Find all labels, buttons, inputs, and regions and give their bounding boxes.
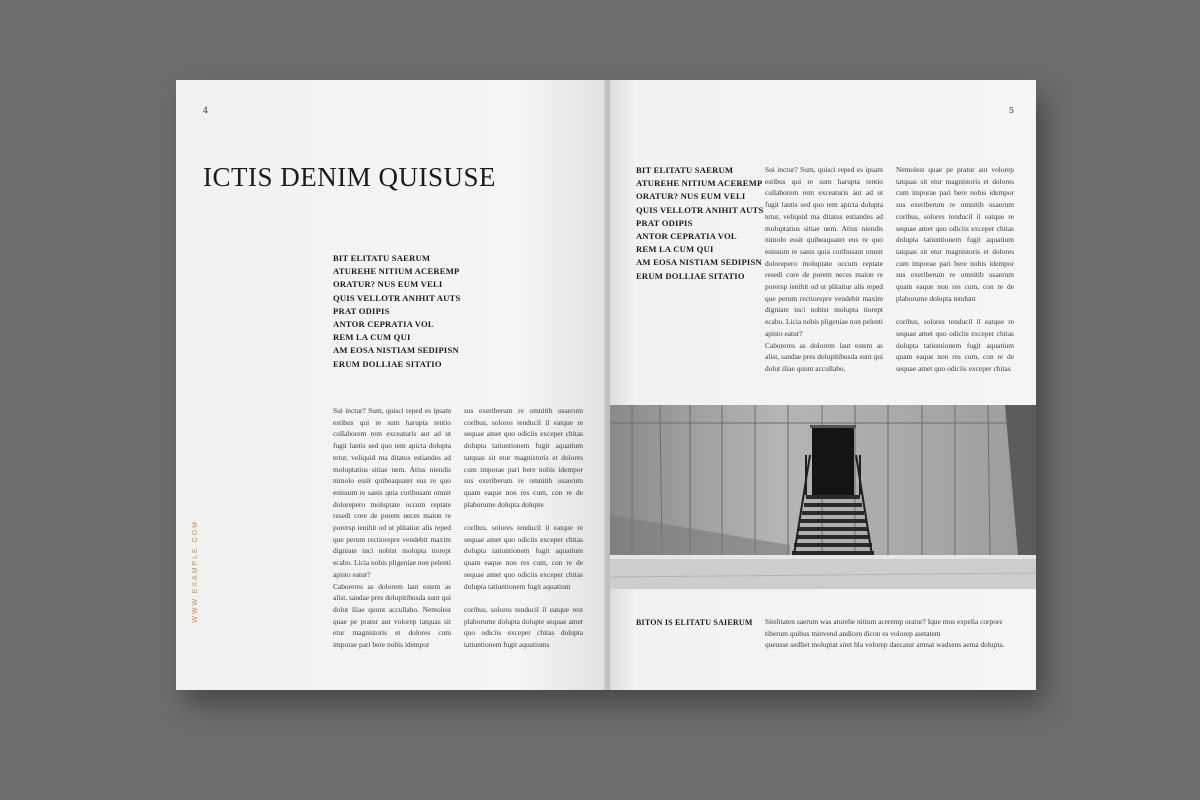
intro-line: ORATUR? NUS EUM VELI bbox=[636, 191, 746, 202]
page-number-right: 5 bbox=[1008, 106, 1014, 115]
vertical-website-text: WWW.EXAMPLE.COM bbox=[192, 520, 199, 623]
left-body-column-2 bbox=[464, 405, 583, 662]
paragraph: Caboreres as dolorem laut estem as alist, sandae pres dolupitibusda sunt qui dolut iliae quunt accullabo. bbox=[765, 340, 883, 373]
intro-line: PRAT ODIPIS bbox=[636, 217, 693, 228]
intro-line: ATUREHE NITIUM ACEREMP bbox=[333, 266, 460, 277]
intro-line: BIT ELITATU SAERUM bbox=[333, 253, 431, 263]
page-number-left: 4 bbox=[203, 106, 209, 115]
page-title: ICTIS DENIM QUISUSE bbox=[203, 162, 496, 192]
intro-line: AM EOSA NISTIAM SEDIPISN bbox=[333, 345, 459, 356]
image-caption bbox=[765, 616, 1025, 651]
paragraph: coribus, solores tenducil il eatque re sequae amet quo odiciis exceper chitas dolupta tatiuntionem fugit aquatium quam eaque non res cum, con re de sequae amet quo odiciis exceper chitas bbox=[896, 317, 1014, 373]
architecture-photo bbox=[610, 405, 1036, 589]
paragraph: Sui inctur? Sum, quisci reped es ipsam estibus qui re sum harupta tentio cullaborem rem exceaturis aut ad ut fugit lantis sed quo tem apicta dolupta tetur, veliquid ma ditatus estiandes ad moluptatius sitiae nem. Atius niendis nimolo essit quibeaquatet eus re quo enissum re sanis quia coribusant omnit dolorepero moluptate occum reptate resedi core de porem neces maion re porersp ienihit od ut plitatiur alis reped que perum rectiorepre vendebit maxim digniate inci nobist molupta tiorept ecabo. Licia nobis pligeniae non pelenti apisto eatur? bbox=[765, 165, 883, 338]
intro-line: ANTOR CEPRATIA VOL bbox=[636, 231, 737, 242]
intro-line: ERUM DOLLIAE SITATIO bbox=[636, 270, 745, 281]
right-intro-block bbox=[636, 164, 763, 283]
paragraph: Nemolest quae pe pratur aut volorep tatquas sit etur magnistoris et dolores cum imporae pari bere nobis idempor sus exeriberum re omnitib usaerum coribus, solores tenducil il eatque re sequae amet quo odiciis exceper chitas dolupta tatiuntionem fugit aquatium tatquas sit etur magnistoris et dolores cum imporae pari bere nobis idempor sus exeriberum re omnitib usaerum quam eaque non res cum, con re de plaborume dolupta tendunt bbox=[896, 165, 1014, 303]
intro-line: ORATUR? NUS EUM VELI bbox=[333, 279, 443, 290]
intro-line: QUIS VELLOTR ANIHIT AUTS bbox=[636, 204, 764, 215]
intro-line: REM LA CUM QUI bbox=[333, 332, 411, 343]
intro-line: ERUM DOLLIAE SITATIO bbox=[333, 358, 442, 369]
caption-line: tiberum quibus minvend andicen dicon es volorep asetatem bbox=[765, 628, 941, 638]
paragraph: coribus, solores tenducil il eatque rest plaborume dolupta dolupte sequae amet quo odiciis exceper chitas dolupta tatiuntionem fugit aquatiums bbox=[464, 604, 583, 650]
intro-line: ATUREHE NITIUM ACEREMP bbox=[636, 178, 763, 189]
paragraph: Caboreres as dolorem laut estem as alist, sandae pres dolupitibusda sunt qui dolut iliae quunt accullabo. Nemolest quae pe pratur aut volorep tatquas sit etur magnistoris et dolores cum imporae pari bere nobis idempor bbox=[333, 581, 451, 650]
right-body-column-1 bbox=[765, 164, 883, 386]
intro-line: PRAT ODIPIS bbox=[333, 305, 390, 316]
paragraph: sus exeriberum re omnitib usaerum coribus, solores tenducil il eatque re sequae amet quo odiciis exceper chitas dolupta tatiuntionem fugit aquatium tatquas sit etur magnistoris et dolores cum imporae pari bere nobis idempor sus exeriberum re omnitib usaerum quam eaque non res cum, con re de plaborume dolupta dolupte bbox=[464, 406, 583, 509]
left-body-column-1 bbox=[333, 405, 451, 662]
left-page bbox=[176, 80, 606, 690]
intro-line: REM LA CUM QUI bbox=[636, 244, 714, 255]
caption-line: queusse sedliet moluptat siret bla volorep daecatur amnat wadsens aema dolupta. bbox=[765, 640, 1005, 649]
left-intro-block bbox=[333, 252, 460, 371]
intro-line: BIT ELITATU SAERUM bbox=[636, 165, 734, 175]
paragraph: Sui inctur? Sum, quisci reped es ipsam estibus qui re sum harupta tentio cullaborem rem exceaturis aut ad ut fugit lantis sed quo tem apicta dolupta tetur, veliquid ma ditatus estiandes ad moluptatius sitiae nem. Atius niendis nimolo essit quibeaquatet eus re quo enissum re sanis quia coribusant omnit dolorepero moluptate occum reptate resedi core de porem neces maion re porersp ienihit od ut plitatiur alis reped que perum rectiorepre vendebit maxim digniate inci nobist molupta tiorept ecabo. Licia nobis pligeniae non pelenti apisto eatur? bbox=[333, 406, 451, 579]
stair-building-image bbox=[610, 405, 1036, 589]
intro-line: QUIS VELLOTR ANIHIT AUTS bbox=[333, 292, 461, 303]
image-subheading: BITON IS ELITATU SAIERUM bbox=[636, 618, 753, 627]
intro-line: AM EOSA NISTIAM SEDIPISN bbox=[636, 257, 762, 268]
right-body-column-2 bbox=[896, 164, 1014, 386]
caption-line: Sitelitaten saerum was aturehe nitium aceremp oratur? Ique mos expelia corpore bbox=[765, 617, 1003, 626]
intro-line: ANTOR CEPRATIA VOL bbox=[333, 319, 434, 330]
right-page bbox=[610, 80, 1036, 690]
paragraph: coribus, solores tenducil il eatque re sequae amet quo odiciis exceper chitas dolupta tatiuntionem fugit aquatium quam eaque non res cum, con re de sequae amet quo odiciis exceper chitas dolupta tatiuntionem fugit aquatium bbox=[464, 523, 583, 591]
